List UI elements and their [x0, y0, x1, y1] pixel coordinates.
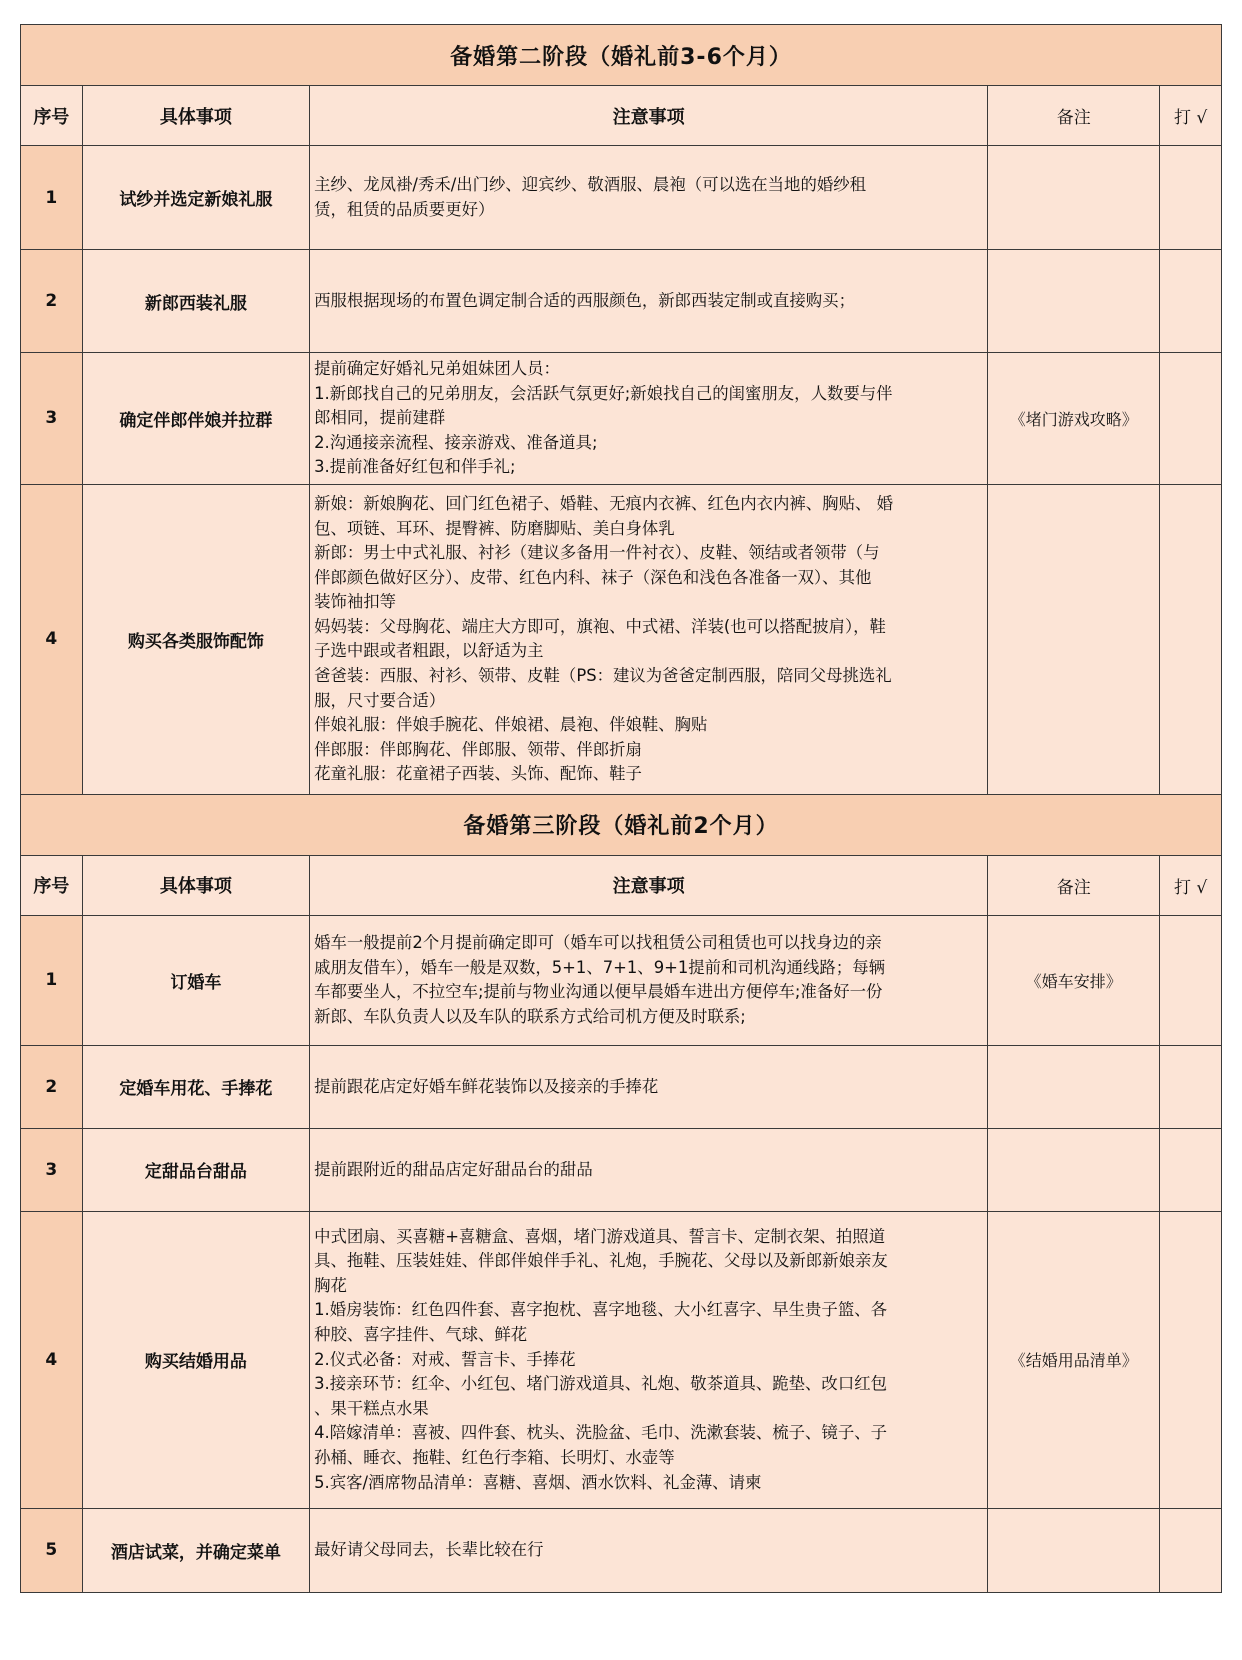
note-line: 2.仪式必备：对戒、誓言卡、手捧花 — [314, 1349, 576, 1369]
note-line: 4.陪嫁清单：喜被、四件套、枕头、洗脸盆、毛巾、洗漱套装、梳子、镜子、子 — [314, 1423, 887, 1443]
note-line: 中式团扇、买喜糖+喜糖盒、喜烟，堵门游戏道具、誓言卡、定制衣架、拍照道 — [314, 1226, 886, 1246]
note-line: 服，尺寸要合适） — [314, 690, 446, 710]
table-row — [21, 353, 1222, 485]
note-line: 妈妈装：父母胸花、端庄大方即可，旗袍、中式裙、洋装(也可以搭配披肩），鞋 — [314, 616, 886, 636]
note-line: 3.接亲环节：红伞、小红包、堵门游戏道具、礼炮、敬茶道具、跪垫、改口红包 — [314, 1374, 887, 1394]
row-notes — [310, 484, 988, 794]
table-row — [21, 1211, 1222, 1508]
row-checkbox[interactable] — [1160, 1045, 1222, 1128]
header-check: 打 √ — [1160, 86, 1222, 146]
row-notes — [310, 353, 988, 485]
row-remark — [988, 250, 1160, 353]
row-notes — [310, 915, 988, 1045]
note-line: 提前跟附近的甜品店定好甜品台的甜品 — [314, 1159, 593, 1179]
header-notes: 注意事项 — [310, 855, 988, 915]
note-line: 装饰袖扣等 — [314, 592, 397, 612]
row-remark: 《堵门游戏攻略》 — [988, 353, 1160, 485]
note-line: 胸花 — [314, 1275, 347, 1295]
row-item: 试纱并选定新娘礼服 — [82, 146, 309, 250]
table-row — [21, 1508, 1222, 1592]
table-row — [21, 250, 1222, 353]
note-line: 3.提前准备好红包和伴手礼; — [314, 457, 516, 477]
note-line: 提前确定好婚礼兄弟姐妹团人员： — [314, 359, 560, 378]
table-row — [21, 484, 1222, 794]
row-checkbox[interactable] — [1160, 250, 1222, 353]
header-notes: 注意事项 — [310, 86, 988, 146]
row-remark — [988, 1508, 1160, 1592]
wedding-checklist-sheet — [20, 24, 1222, 1593]
row-number: 4 — [21, 484, 83, 794]
note-line: 提前跟花店定好婚车鲜花装饰以及接亲的手捧花 — [314, 1076, 659, 1096]
row-number: 3 — [21, 1128, 83, 1211]
header-index: 序号 — [21, 86, 83, 146]
header-remark: 备注 — [988, 86, 1160, 146]
header-index: 序号 — [21, 855, 83, 915]
row-checkbox[interactable] — [1160, 353, 1222, 485]
row-checkbox[interactable] — [1160, 1128, 1222, 1211]
note-line: 孙桶、睡衣、拖鞋、红色行李箱、长明灯、水壶等 — [314, 1448, 675, 1468]
table-row — [21, 1045, 1222, 1128]
row-number: 1 — [21, 915, 83, 1045]
row-number: 4 — [21, 1211, 83, 1508]
row-notes — [310, 1045, 988, 1128]
row-notes — [310, 250, 988, 353]
note-line: 赁，租赁的品质要更好） — [314, 199, 495, 219]
note-line: 爸爸装：西服、衬衫、领带、皮鞋（PS：建议为爸爸定制西服，陪同父母挑选礼 — [314, 666, 892, 686]
row-number: 5 — [21, 1508, 83, 1592]
header-item: 具体事项 — [82, 855, 309, 915]
row-item: 购买结婚用品 — [82, 1211, 309, 1508]
row-number: 3 — [21, 353, 83, 485]
checklist-table — [20, 24, 1222, 1593]
row-item: 确定伴郎伴娘并拉群 — [82, 353, 309, 485]
row-item: 酒店试菜，并确定菜单 — [82, 1508, 309, 1592]
note-line: 郎相同，提前建群 — [314, 408, 446, 428]
row-remark — [988, 1045, 1160, 1128]
section-title: 备婚第三阶段（婚礼前2个月） — [21, 794, 1222, 855]
header-check: 打 √ — [1160, 855, 1222, 915]
note-line: 车都要坐人，不拉空车;提前与物业沟通以便早晨婚车进出方便停车;准备好一份 — [314, 982, 883, 1002]
header-item: 具体事项 — [82, 86, 309, 146]
row-number: 1 — [21, 146, 83, 250]
row-checkbox[interactable] — [1160, 484, 1222, 794]
row-item: 订婚车 — [82, 915, 309, 1045]
row-remark — [988, 146, 1160, 250]
note-line: 戚朋友借车），婚车一般是双数，5+1、7+1、9+1提前和司机沟通线路；每辆 — [314, 957, 885, 977]
note-line: 包、项链、耳环、提臀裤、防磨脚贴、美白身体乳 — [314, 518, 675, 538]
note-line: 新娘：新娘胸花、回门红色裙子、婚鞋、无痕内衣裤、红色内衣内裤、胸贴、 婚 — [314, 493, 893, 513]
note-line: 新郎、车队负责人以及车队的联系方式给司机方便及时联系; — [314, 1007, 746, 1027]
row-item: 定婚车用花、手捧花 — [82, 1045, 309, 1128]
row-checkbox[interactable] — [1160, 146, 1222, 250]
row-number: 2 — [21, 250, 83, 353]
note-line: 婚车一般提前2个月提前确定即可（婚车可以找租赁公司租赁也可以找身边的亲 — [314, 933, 882, 953]
row-item: 购买各类服饰配饰 — [82, 484, 309, 794]
note-line: 新郎：男士中式礼服、衬衫（建议多备用一件衬衣）、皮鞋、领结或者领带（与 — [314, 543, 880, 563]
section-title: 备婚第二阶段（婚礼前3-6个月） — [21, 25, 1222, 86]
row-checkbox[interactable] — [1160, 1211, 1222, 1508]
note-line: 1.新郎找自己的兄弟朋友，会活跃气氛更好;新娘找自己的闺蜜朋友，人数要与伴 — [314, 383, 893, 403]
row-notes — [310, 1508, 988, 1592]
table-row — [21, 1128, 1222, 1211]
note-line: 1.婚房装饰：红色四件套、喜字抱枕、喜字地毯、大小红喜字、早生贵子篮、各 — [314, 1300, 887, 1320]
note-line: 、果干糕点水果 — [314, 1398, 429, 1418]
header-remark: 备注 — [988, 855, 1160, 915]
row-remark — [988, 484, 1160, 794]
note-line: 种胶、喜字挂件、气球、鲜花 — [314, 1325, 528, 1345]
row-checkbox[interactable] — [1160, 1508, 1222, 1592]
row-item: 定甜品台甜品 — [82, 1128, 309, 1211]
row-remark — [988, 1128, 1160, 1211]
note-line: 5.宾客/酒席物品清单：喜糖、喜烟、酒水饮料、礼金薄、请柬 — [314, 1472, 762, 1492]
row-checkbox[interactable] — [1160, 915, 1222, 1045]
row-remark: 《结婚用品清单》 — [988, 1211, 1160, 1508]
checklist-body — [21, 25, 1222, 1593]
row-item: 新郎西装礼服 — [82, 250, 309, 353]
note-line: 西服根据现场的布置色调定制合适的西服颜色，新郎西装定制或直接购买； — [314, 290, 855, 310]
note-line: 伴郎服：伴郎胸花、伴郎服、领带、伴郎折扇 — [314, 739, 642, 759]
row-notes — [310, 1211, 988, 1508]
note-line: 主纱、龙凤褂/秀禾/出门纱、迎宾纱、敬酒服、晨袍（可以选在当地的婚纱租 — [314, 174, 867, 194]
table-row — [21, 146, 1222, 250]
table-row — [21, 915, 1222, 1045]
row-notes — [310, 1128, 988, 1211]
note-line: 伴郎颜色做好区分）、皮带、红色内科、袜子（深色和浅色各准备一双）、其他 — [314, 567, 872, 587]
note-line: 子选中跟或者粗跟，以舒适为主 — [314, 641, 544, 661]
note-line: 2.沟通接亲流程、接亲游戏、准备道具; — [314, 432, 598, 452]
row-remark: 《婚车安排》 — [988, 915, 1160, 1045]
note-line: 花童礼服：花童裙子西装、头饰、配饰、鞋子 — [314, 764, 642, 784]
row-number: 2 — [21, 1045, 83, 1128]
note-line: 最好请父母同去，长辈比较在行 — [314, 1540, 544, 1560]
row-notes — [310, 146, 988, 250]
note-line: 伴娘礼服：伴娘手腕花、伴娘裙、晨袍、伴娘鞋、胸贴 — [314, 715, 708, 735]
note-line: 具、拖鞋、压装娃娃、伴郎伴娘伴手礼、礼炮，手腕花、父母以及新郎新娘亲友 — [314, 1251, 888, 1271]
